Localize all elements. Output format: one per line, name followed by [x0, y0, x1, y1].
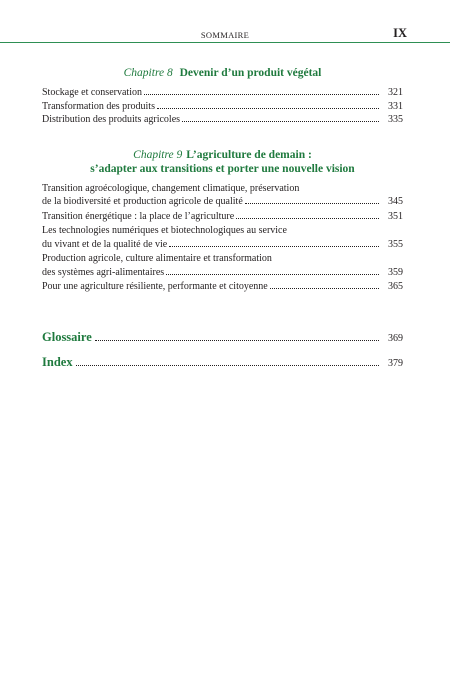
dot-leader — [95, 340, 379, 341]
chapter-9-heading — [42, 148, 403, 176]
chapter-title-line-1: L’agriculture de demain : — [186, 148, 312, 161]
entry-title: Transformation des produits — [42, 100, 155, 112]
chapter-8-heading — [42, 66, 403, 80]
toc-entry[interactable] — [42, 252, 403, 279]
toc-entry[interactable] — [42, 182, 403, 209]
entry-page: 335 — [388, 114, 403, 125]
entry-title: des systèmes agri-alimentaires — [42, 266, 165, 278]
chapter-title-line-2: s’adapter aux transitions et porter une nouvelle vision — [90, 162, 355, 175]
entry-title: Transition énergétique : la place de l’agriculture — [42, 210, 235, 222]
toc-entry[interactable] — [42, 113, 403, 127]
chapter-number: Chapitre 9 — [133, 148, 183, 161]
entry-title: Distribution des produits agricoles — [42, 114, 181, 125]
entry-page: 355 — [388, 238, 403, 250]
toc-entry[interactable] — [42, 224, 403, 251]
toc-entry-index[interactable] — [42, 355, 403, 370]
entry-page: 369 — [388, 332, 403, 344]
entry-title: du vivant et de la qualité de vie — [42, 238, 168, 250]
toc-entry[interactable] — [42, 100, 403, 114]
dot-leader — [144, 94, 379, 95]
entry-title: Pour une agriculture résiliente, performante et citoyenne — [42, 281, 268, 292]
dot-leader — [236, 218, 379, 219]
entry-page: 321 — [388, 87, 403, 98]
chapter-9-entries — [42, 182, 403, 294]
entry-page: 345 — [388, 196, 403, 207]
page-number: IX — [393, 26, 407, 40]
toc-entry-glossary[interactable] — [42, 330, 403, 345]
entry-page: 379 — [388, 357, 403, 369]
entry-page: 359 — [388, 266, 403, 278]
header-rule — [0, 42, 450, 43]
toc-entry[interactable] — [42, 280, 403, 294]
dot-leader — [76, 365, 379, 366]
entry-title: de la biodiversité et production agricole de qualité — [42, 196, 243, 207]
running-header — [0, 0, 450, 44]
back-matter — [42, 330, 403, 370]
toc-entry[interactable] — [42, 210, 403, 224]
chapter-number: Chapitre 8 — [123, 67, 173, 79]
dot-leader — [270, 288, 379, 289]
dot-leader — [182, 121, 379, 122]
entry-page: 331 — [388, 100, 403, 112]
entry-title-line-1: Transition agroécologique, changement climatique, préservation — [42, 182, 300, 194]
entry-title-line-1: Production agricole, culture alimentaire et transformation — [42, 253, 272, 264]
entry-title: Index — [42, 354, 73, 369]
table-of-contents — [42, 66, 403, 380]
chapter-8-entries — [42, 86, 403, 127]
entry-page: 365 — [388, 281, 403, 292]
chapter-title: Devenir d’un produit végétal — [179, 67, 322, 79]
entry-title: Glossaire — [42, 329, 92, 344]
dot-leader — [169, 246, 379, 247]
dot-leader — [166, 274, 379, 275]
toc-entry[interactable] — [42, 86, 403, 100]
entry-page: 351 — [388, 210, 403, 222]
dot-leader — [157, 108, 379, 109]
section-label: SOMMAIRE — [200, 30, 250, 40]
entry-title-line-1: Les technologies numériques et biotechnologiques au service — [42, 225, 287, 236]
entry-title: Stockage et conservation — [42, 87, 142, 98]
dot-leader — [245, 203, 379, 204]
